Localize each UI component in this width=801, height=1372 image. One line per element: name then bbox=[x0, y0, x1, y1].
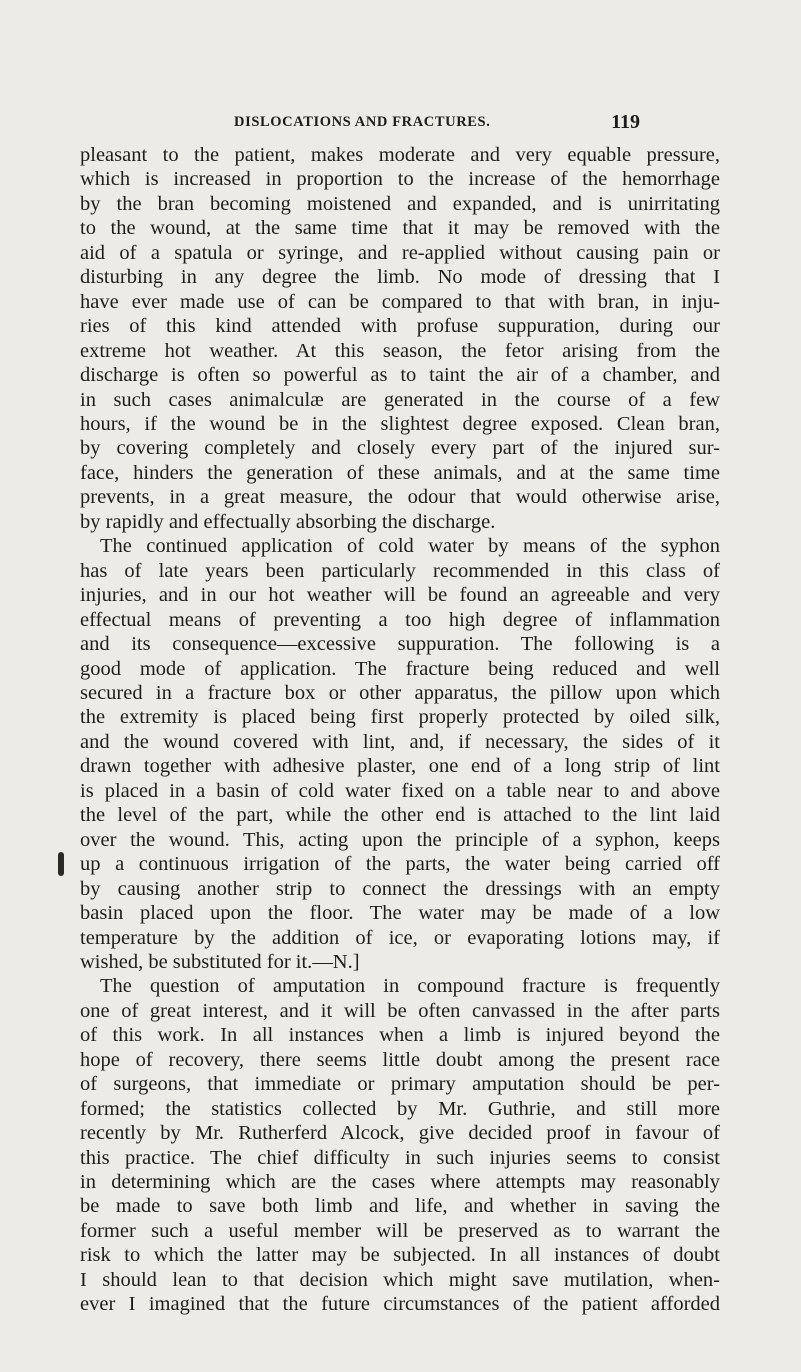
text-line: by causing another strip to connect the dressings with an empty bbox=[80, 877, 720, 900]
text-line: this practice. The chief difficulty in such injuries seems to consist bbox=[80, 1146, 720, 1169]
body-text bbox=[80, 143, 720, 1317]
text-line: I should lean to that decision which might save mutilation, when- bbox=[80, 1268, 720, 1291]
text-line: former such a useful member will be preserved as to warrant the bbox=[80, 1219, 720, 1242]
text-line: drawn together with adhesive plaster, one end of a long strip of lint bbox=[80, 755, 720, 778]
text-line: to the wound, at the same time that it may be removed with the bbox=[80, 217, 720, 240]
text-line: be made to save both limb and life, and whether in saving the bbox=[80, 1195, 720, 1218]
text-line: is placed in a basin of cold water fixed on a table near to and above bbox=[80, 779, 720, 802]
text-line: basin placed upon the floor. The water may be made of a low bbox=[80, 902, 720, 925]
text-line: The question of amputation in compound fracture is frequently bbox=[100, 975, 720, 998]
text-line: hope of recovery, there seems little doubt among the present race bbox=[80, 1048, 720, 1071]
text-line: disturbing in any degree the limb. No mode of dressing that I bbox=[80, 266, 720, 289]
text-line: prevents, in a great measure, the odour that would otherwise arise, bbox=[80, 486, 720, 509]
text-line: recently by Mr. Rutherferd Alcock, give decided proof in favour of bbox=[80, 1122, 720, 1145]
text-line: one of great interest, and it will be often canvassed in the after parts bbox=[80, 999, 720, 1022]
text-line: and its consequence—excessive suppuration. The following is a bbox=[80, 633, 720, 656]
text-line: wished, be substituted for it.—N.] bbox=[80, 950, 360, 973]
text-line: extreme hot weather. At this season, the fetor arising from the bbox=[80, 339, 720, 362]
text-line: of surgeons, that immediate or primary amputation should be per- bbox=[80, 1073, 720, 1096]
text-line: temperature by the addition of ice, or evaporating lotions may, if bbox=[80, 926, 720, 949]
text-line: the level of the part, while the other end is attached to the lint laid bbox=[80, 804, 720, 827]
text-line: the extremity is placed being first properly protected by oiled silk, bbox=[80, 706, 720, 729]
text-line: aid of a spatula or syringe, and re-applied without causing pain or bbox=[80, 241, 720, 264]
text-line: up a continuous irrigation of the parts, the water being carried off bbox=[80, 853, 720, 876]
text-line: over the wound. This, acting upon the principle of a syphon, keeps bbox=[80, 828, 720, 851]
text-line: ever I imagined that the future circumstances of the patient afforded bbox=[80, 1293, 720, 1316]
text-line: secured in a fracture box or other apparatus, the pillow upon which bbox=[80, 681, 720, 704]
text-line: pleasant to the patient, makes moderate and very equable pressure, bbox=[80, 144, 720, 166]
text-line: discharge is often so powerful as to taint the air of a chamber, and bbox=[80, 364, 720, 387]
text-line: ries of this kind attended with profuse suppuration, during our bbox=[80, 315, 720, 338]
text-line: hours, if the wound be in the slightest degree exposed. Clean bran, bbox=[80, 412, 720, 435]
text-line: formed; the statistics collected by Mr. Guthrie, and still more bbox=[80, 1097, 720, 1120]
text-line: face, hinders the generation of these animals, and at the same time bbox=[80, 461, 720, 484]
text-line: and the wound covered with lint, and, if necessary, the sides of it bbox=[80, 730, 720, 753]
text-line: The continued application of cold water by means of the syphon bbox=[100, 535, 720, 558]
text-line: injuries, and in our hot weather will be found an agreeable and very bbox=[80, 584, 720, 607]
text-line: in such cases animalculæ are generated in the course of a few bbox=[80, 388, 720, 411]
page-header bbox=[234, 111, 654, 136]
text-line: which is increased in proportion to the increase of the hemorrhage bbox=[80, 168, 720, 191]
text-line: effectual means of preventing a too high degree of inflammation bbox=[80, 608, 720, 631]
page-number: 119 bbox=[611, 111, 640, 133]
running-head: DISLOCATIONS AND FRACTURES. bbox=[234, 114, 491, 130]
text-line: in determining which are the cases where attempts may reasonably bbox=[80, 1171, 720, 1194]
text-line: by rapidly and effectually absorbing the discharge. bbox=[80, 510, 496, 533]
ink-blemish bbox=[58, 852, 64, 876]
text-line: of this work. In all instances when a limb is injured beyond the bbox=[80, 1024, 720, 1047]
text-line: has of late years been particularly recommended in this class of bbox=[80, 559, 720, 582]
text-line: have ever made use of can be compared to that with bran, in inju- bbox=[80, 290, 720, 313]
text-line: good mode of application. The fracture being reduced and well bbox=[80, 657, 720, 680]
text-line: risk to which the latter may be subjected. In all instances of doubt bbox=[80, 1244, 720, 1267]
text-line: by covering completely and closely every part of the injured sur- bbox=[80, 437, 720, 460]
text-line: by the bran becoming moistened and expanded, and is unirritating bbox=[80, 192, 720, 215]
